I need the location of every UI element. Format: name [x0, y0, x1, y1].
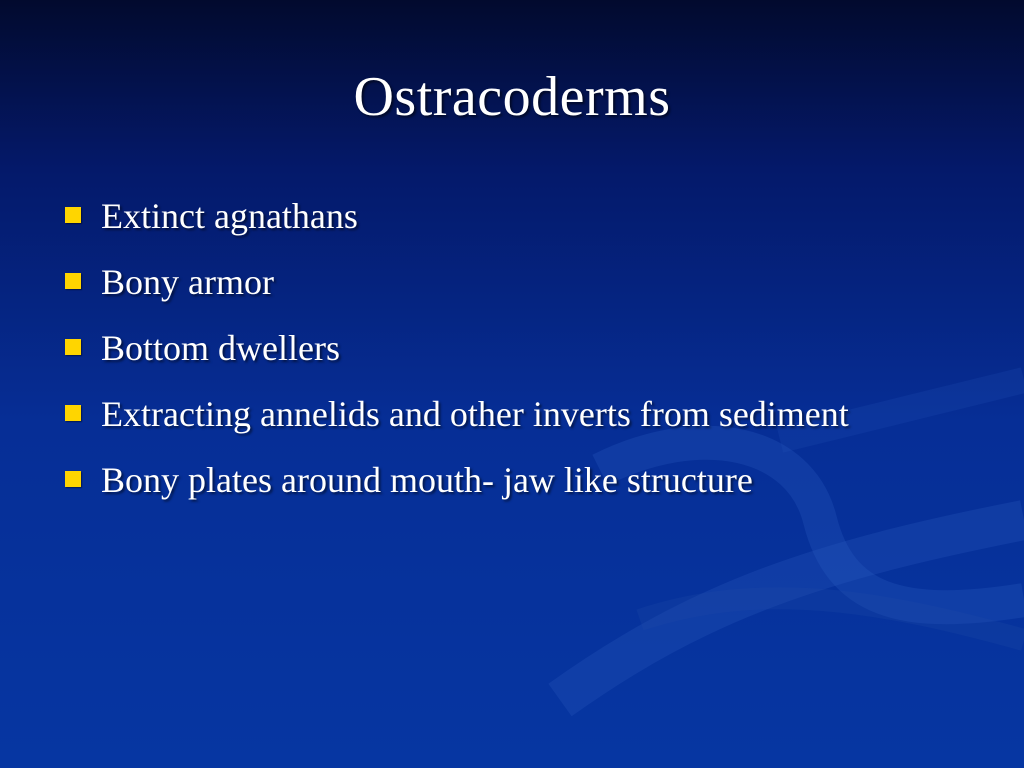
square-bullet-icon — [65, 471, 81, 487]
bullet-text: Bottom dwellers — [101, 328, 340, 368]
square-bullet-icon — [65, 339, 81, 355]
bullet-text: Bony armor — [101, 262, 274, 302]
bullet-item — [62, 388, 962, 441]
bullet-item — [62, 322, 962, 375]
bullet-item — [62, 454, 962, 507]
bullet-list — [62, 190, 962, 520]
bullet-text: Extracting annelids and other inverts from sediment — [101, 394, 849, 434]
square-bullet-icon — [65, 405, 81, 421]
slide-title: Ostracoderms — [353, 66, 671, 128]
square-bullet-icon — [65, 207, 81, 223]
bullet-item — [62, 190, 962, 243]
bullet-text: Bony plates around mouth- jaw like structure — [101, 460, 753, 500]
square-bullet-icon — [65, 273, 81, 289]
bullet-text: Extinct agnathans — [101, 196, 358, 236]
bullet-item — [62, 256, 962, 309]
